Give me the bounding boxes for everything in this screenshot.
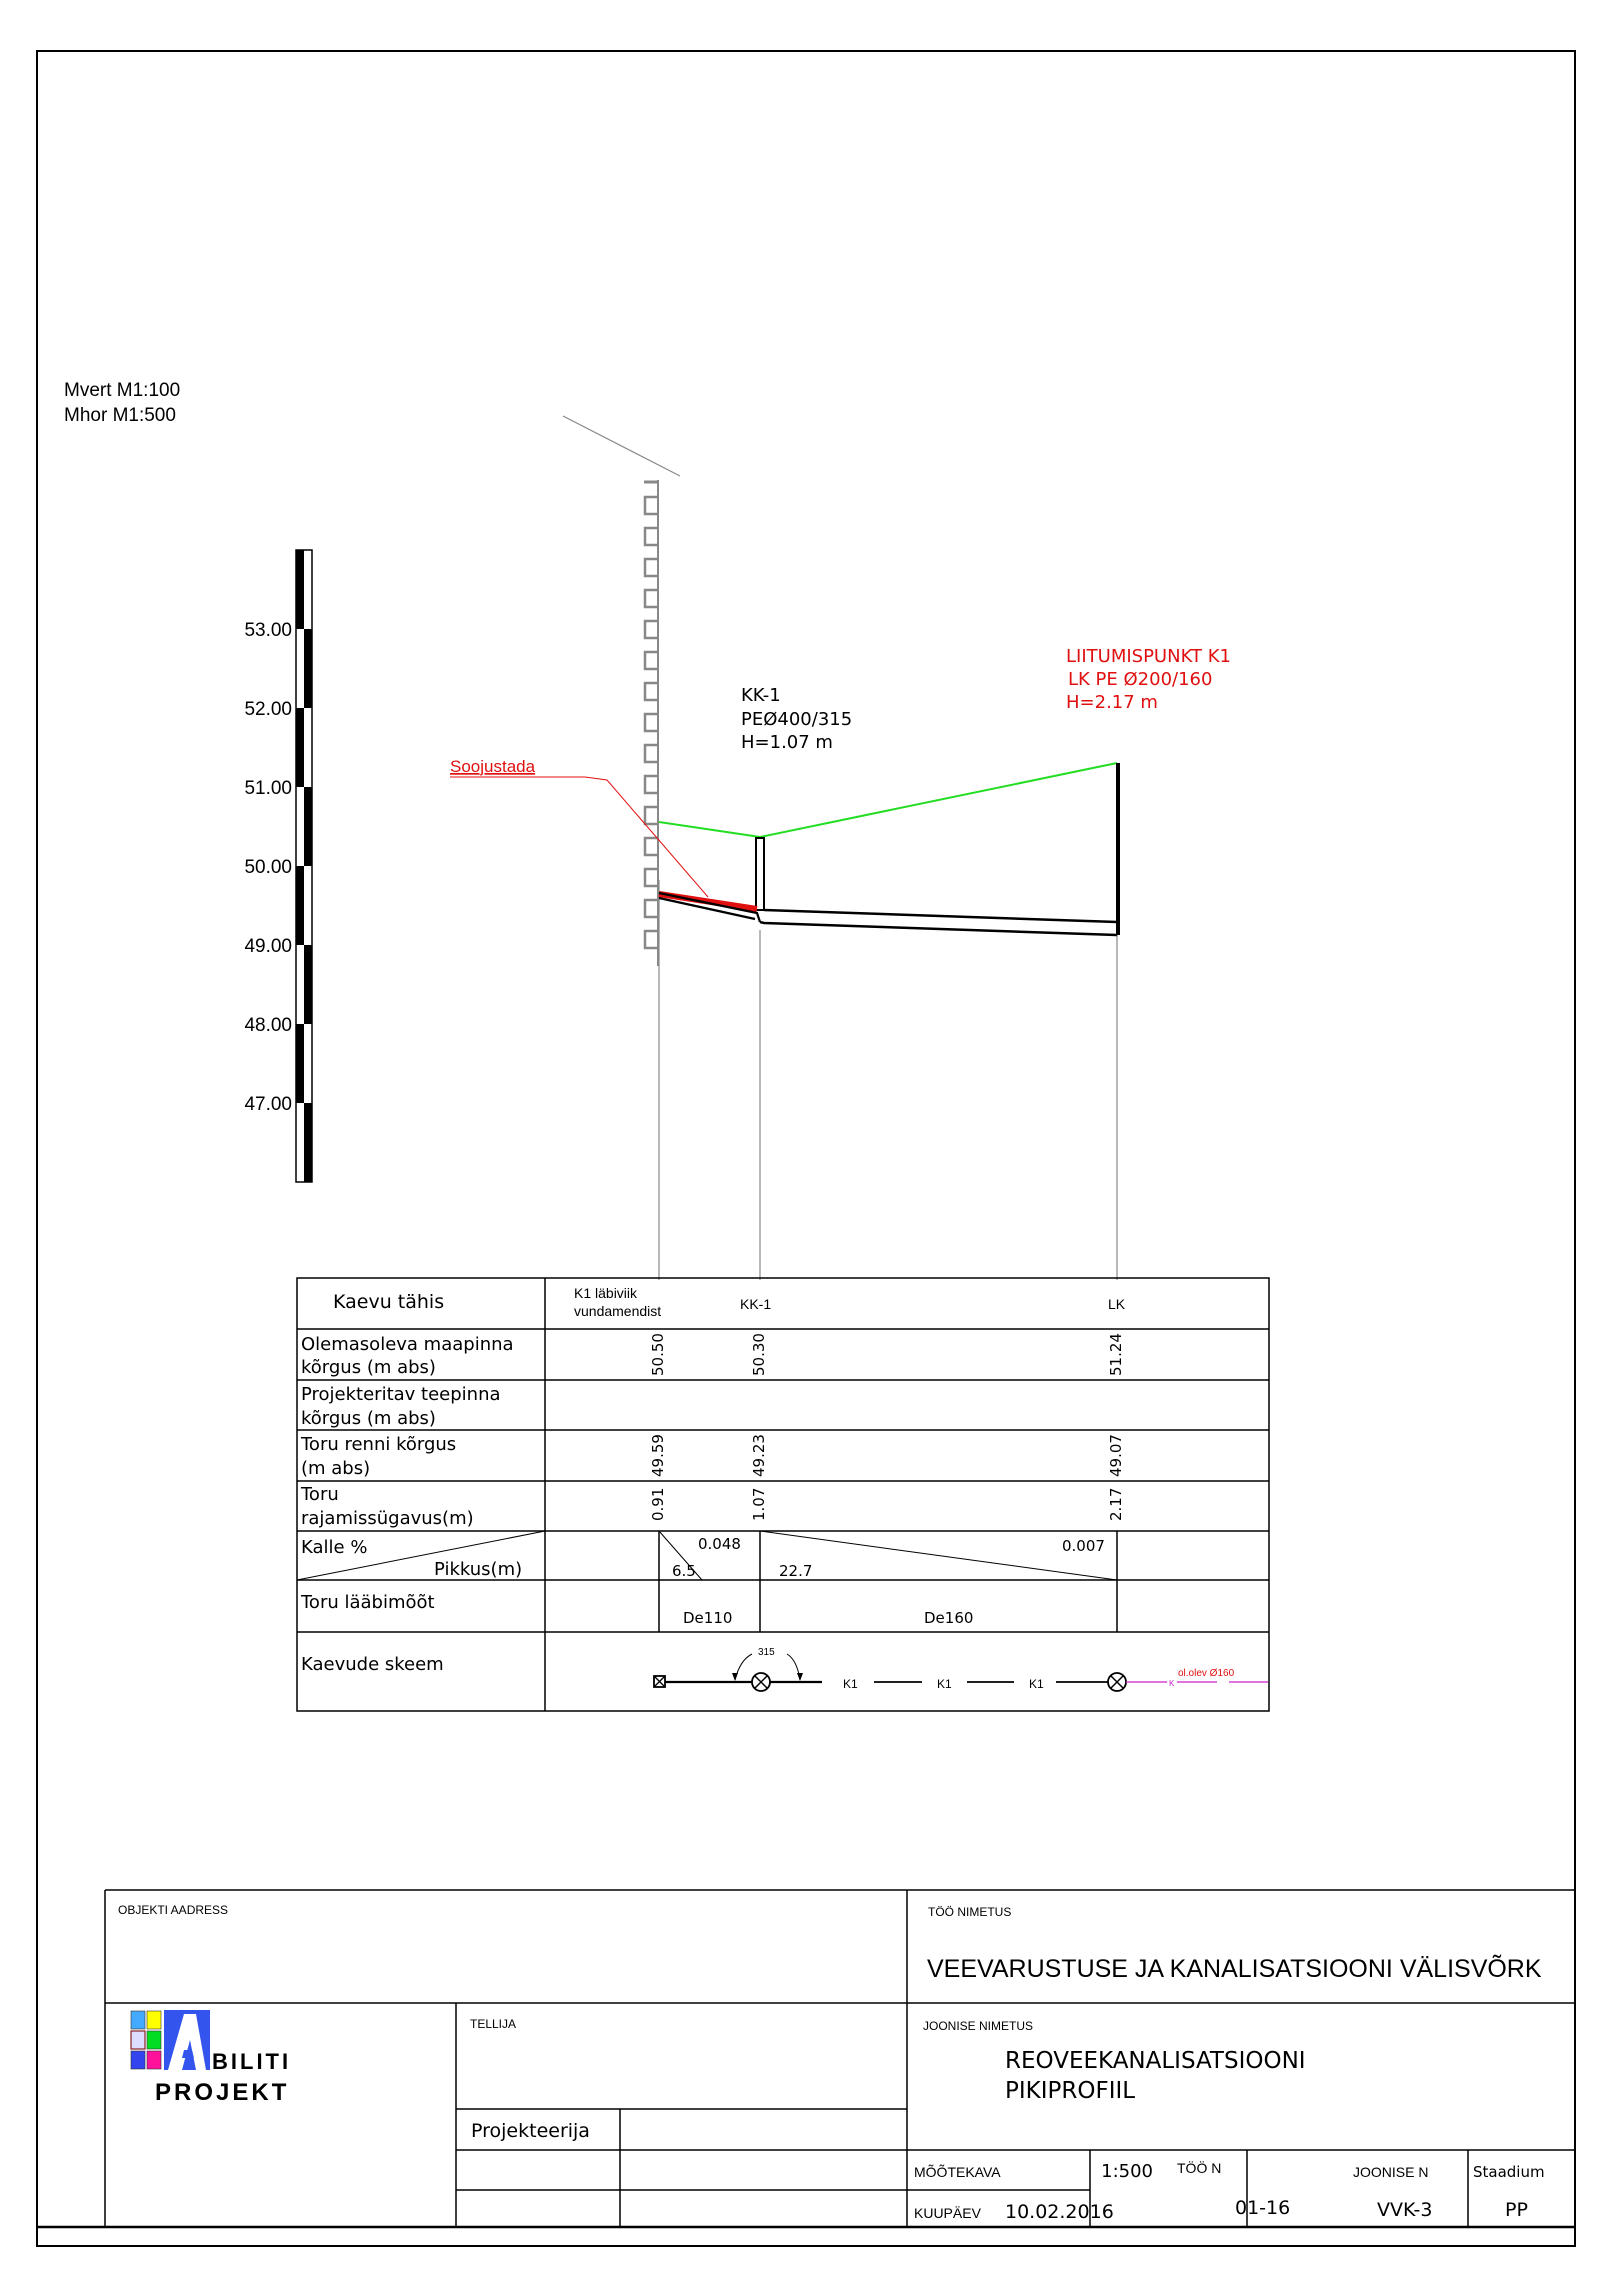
kk1-label-spec: PEØ400/315 xyxy=(741,709,853,730)
drawing-name-line2: PIKIPROFIIL xyxy=(1005,2078,1136,2104)
row-invert-line1: Toru renni kõrgus xyxy=(301,1434,457,1455)
work-name: VEEVARUSTUSE JA KANALISATSIOONI VÄLISVÕRK xyxy=(927,1955,1542,1983)
ground-lk: 51.24 xyxy=(1107,1333,1125,1376)
manhole-kk1-symbol xyxy=(752,1673,770,1691)
ground-k1: 50.50 xyxy=(649,1333,667,1376)
ruler-tick-label: 47.00 xyxy=(244,1094,292,1115)
designer-label: Projekteerija xyxy=(471,2120,590,2142)
row-design-line2: kõrgus (m abs) xyxy=(301,1408,436,1429)
building-wall xyxy=(644,480,658,966)
wall-bracket xyxy=(645,559,658,576)
wall-bracket xyxy=(645,528,658,545)
drawing-name-label: JOONISE NIMETUS xyxy=(923,2019,1034,2033)
lk-label-spec: LK PE Ø200/160 xyxy=(1068,669,1213,690)
ruler-segment xyxy=(304,1103,312,1182)
manhole-scheme xyxy=(654,1647,1268,1691)
ruler-segment xyxy=(296,550,304,629)
depth-lk: 2.17 xyxy=(1107,1487,1125,1521)
invert-lk: 49.07 xyxy=(1107,1434,1125,1477)
wall-bracket xyxy=(645,497,658,514)
work-no-label: TÖÖ N xyxy=(1177,2160,1222,2176)
depth-k1: 0.91 xyxy=(649,1487,667,1521)
wall-bracket xyxy=(645,745,658,762)
ruler-tick-label: 52.00 xyxy=(244,699,292,720)
scheme-angle-label: 315 xyxy=(758,1647,775,1658)
stage-label: Staadium xyxy=(1473,2163,1545,2181)
station-k1-line2: vundamendist xyxy=(574,1303,662,1319)
stage-value: PP xyxy=(1505,2199,1528,2221)
scale-vertical: Mvert M1:100 xyxy=(64,380,181,401)
client-label: TELLIJA xyxy=(470,2017,517,2031)
elevation-ruler xyxy=(244,550,312,1182)
pipe-2-top xyxy=(764,910,1117,922)
scale-label: MÕÕTEKAVA xyxy=(914,2164,1001,2180)
ruler-segment xyxy=(296,866,304,945)
wall-bracket xyxy=(645,714,658,731)
row-design-line1: Projekteritav teepinna xyxy=(301,1384,501,1405)
row-diameter-label: Toru lääbimõõt xyxy=(301,1592,435,1613)
existing-pipe-marker: K xyxy=(1169,1679,1175,1688)
lk-label-depth: H=2.17 m xyxy=(1066,692,1158,713)
kk1-label-depth: H=1.07 m xyxy=(741,732,833,753)
existing-pipe-label: ol.olev Ø160 xyxy=(1178,1668,1235,1679)
kk1-label-name: KK-1 xyxy=(741,685,781,706)
station-lk: LK xyxy=(1108,1296,1126,1312)
ruler-segment xyxy=(296,1024,304,1103)
work-name-label: TÖÖ NIMETUS xyxy=(928,1905,1012,1919)
date-label: KUUPÄEV xyxy=(914,2205,981,2221)
segment-2-diameter: De160 xyxy=(924,1609,974,1627)
ground-kk1: 50.30 xyxy=(750,1333,768,1376)
lk-label-name: LIITUMISPUNKT K1 xyxy=(1066,646,1231,667)
wall-bracket xyxy=(645,590,658,607)
ruler-segment xyxy=(304,787,312,866)
insulation-leader xyxy=(450,777,708,897)
ruler-segment xyxy=(296,708,304,787)
ruler-tick-label: 51.00 xyxy=(244,778,292,799)
wall-bracket xyxy=(645,931,658,948)
logo-text-line1: BILITI xyxy=(212,2049,292,2074)
work-no-value: 01-16 xyxy=(1235,2197,1291,2219)
ruler-tick-label: 48.00 xyxy=(244,1015,292,1036)
drawing-name-line1: REOVEEKANALISATSIOONI xyxy=(1005,2048,1306,2074)
row-depth-line2: rajamissügavus(m) xyxy=(301,1508,474,1529)
wall-bracket xyxy=(645,683,658,700)
segment-1-slope: 0.048 xyxy=(698,1535,741,1553)
row-depth-line1: Toru xyxy=(301,1484,339,1505)
row-ground-line2: kõrgus (m abs) xyxy=(301,1357,436,1378)
segment-1-diameter: De110 xyxy=(683,1609,733,1627)
segment-2-length: 22.7 xyxy=(779,1562,813,1580)
row-ground-line1: Olemasoleva maapinna xyxy=(301,1334,514,1355)
ruler-tick-label: 53.00 xyxy=(244,620,292,641)
ruler-segment xyxy=(304,945,312,1024)
station-k1-line1: K1 läbiviik xyxy=(574,1285,638,1301)
manhole-kk1 xyxy=(756,838,764,910)
row-length-label: Pikkus(m) xyxy=(434,1559,523,1580)
drawing-no-label: JOONISE N xyxy=(1353,2164,1429,2180)
scheme-pipe-label-1: K1 xyxy=(843,1677,858,1691)
depth-kk1: 1.07 xyxy=(750,1487,768,1521)
header-kaevu-tahis: Kaevu tähis xyxy=(333,1291,445,1313)
row-invert-line2: (m abs) xyxy=(301,1458,371,1479)
wall-bracket xyxy=(645,838,658,855)
row-scheme-label: Kaevude skeem xyxy=(301,1654,444,1675)
scheme-pipe-label-2: K1 xyxy=(937,1677,952,1691)
company-logo xyxy=(131,2010,291,2106)
wall-bracket xyxy=(645,869,658,886)
date-value: 10.02.2016 xyxy=(1005,2201,1114,2223)
ruler-tick-label: 50.00 xyxy=(244,857,292,878)
wall-bracket xyxy=(645,776,658,793)
ruler-tick-label: 49.00 xyxy=(244,936,292,957)
scheme-pipe-label-3: K1 xyxy=(1029,1677,1044,1691)
pipe-2-bottom xyxy=(760,922,1117,935)
scale-value: 1:500 xyxy=(1101,2161,1153,2182)
station-kk1: KK-1 xyxy=(740,1296,772,1312)
manhole-lk-symbol xyxy=(1108,1673,1126,1691)
insulation-label: Soojustada xyxy=(450,757,536,776)
ground-line xyxy=(659,763,1117,837)
leader-line xyxy=(563,416,680,476)
drawing-no-value: VVK-3 xyxy=(1377,2199,1433,2221)
segment-1-length: 6.5 xyxy=(672,1562,696,1580)
row-slope-label: Kalle % xyxy=(301,1537,368,1558)
invert-kk1: 49.23 xyxy=(750,1434,768,1477)
wall-bracket xyxy=(645,652,658,669)
wall-bracket xyxy=(645,900,658,917)
ruler-segment xyxy=(304,629,312,708)
sheet-frame xyxy=(37,51,1575,2246)
invert-k1: 49.59 xyxy=(649,1434,667,1477)
segment-2-slope: 0.007 xyxy=(1062,1537,1105,1555)
wall-bracket xyxy=(645,621,658,638)
object-address-label: OBJEKTI AADRESS xyxy=(118,1903,229,1917)
scale-horizontal: Mhor M1:500 xyxy=(64,405,176,426)
logo-text-line2: PROJEKT xyxy=(155,2079,290,2106)
wall-bracket xyxy=(645,807,658,824)
